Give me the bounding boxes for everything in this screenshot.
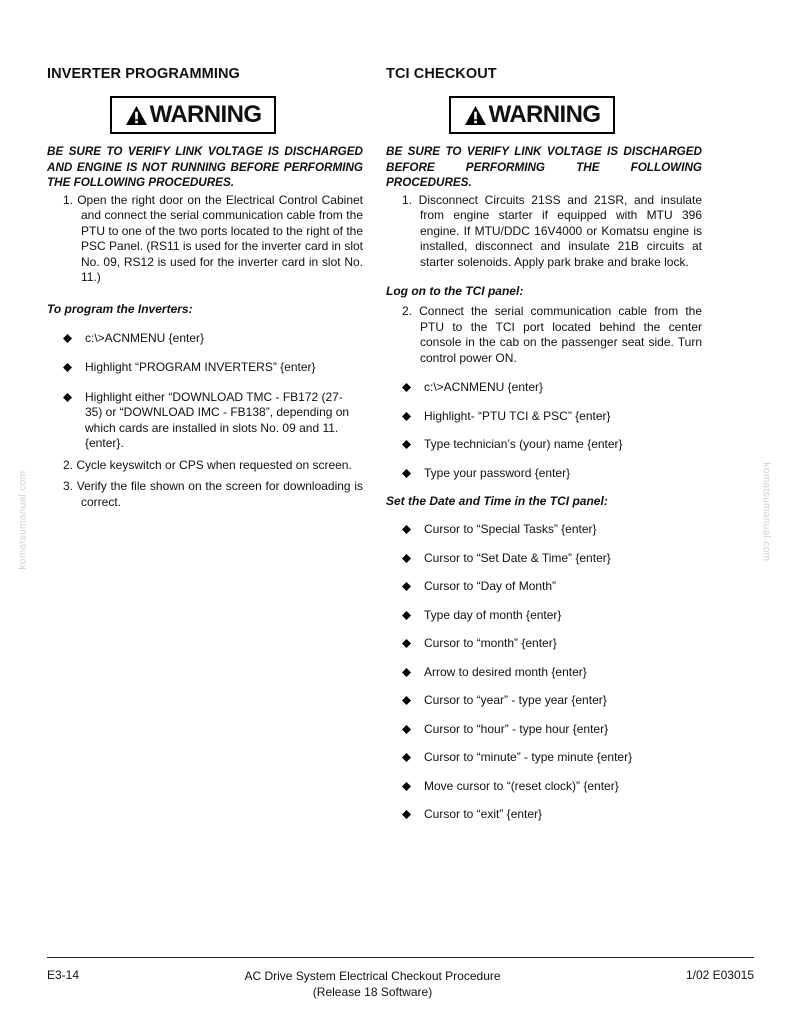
diamond-bullet-icon [63, 363, 72, 372]
diamond-bullet-icon [63, 393, 72, 402]
left-column [47, 66, 363, 510]
diamond-bullet-icon [402, 639, 411, 648]
diamond-bullet-icon [402, 696, 411, 705]
list-item: Cursor to “month” {enter} [386, 636, 702, 652]
footer-page-number: E3-14 [47, 968, 80, 982]
diamond-bullet-icon [402, 554, 411, 563]
list-item: Cursor to “year” - type year {enter} [386, 693, 702, 709]
login-steps-list [386, 380, 702, 481]
diamond-bullet-icon [402, 725, 411, 734]
list-item: Cursor to “Special Tasks” {enter} [386, 522, 702, 538]
list-item: Cursor to “exit” {enter} [386, 807, 702, 823]
step-2: 2. Cycle keyswitch or CPS when requested on screen. [63, 457, 352, 472]
watermark-left: komatsumanual.com [17, 470, 29, 570]
list-item: Type your password {enter} [386, 466, 702, 482]
list-item: Cursor to “hour” - type hour {enter} [386, 722, 702, 738]
diamond-bullet-icon [402, 525, 411, 534]
list-item: Move cursor to “(reset clock)” {enter} [386, 779, 702, 795]
list-item: c:\>ACNMENU {enter} [47, 331, 363, 347]
diamond-bullet-icon [402, 412, 411, 421]
warning-label: WARNING [488, 101, 601, 128]
list-item: Type technician’s (your) name {enter} [386, 437, 702, 453]
right-column [386, 66, 702, 823]
list-item: Cursor to “Day of Month” [386, 579, 702, 595]
warning-sign [449, 96, 615, 134]
warning-label: WARNING [149, 101, 262, 128]
subhead-set-date-time: Set the Date and Time in the TCI panel: [386, 494, 608, 508]
list-item: Type day of month {enter} [386, 608, 702, 624]
warning-text: BE SURE TO VERIFY LINK VOLTAGE IS DISCHARGED AND ENGINE IS NOT RUNNING BEFORE PERFORMING THE FOLLOWING PROCEDURES. [47, 145, 363, 189]
warning-triangle-icon [464, 105, 487, 126]
list-item: Highlight- “PTU TCI & PSC” {enter} [386, 409, 702, 425]
footer-title-line-2: (Release 18 Software) [312, 985, 433, 999]
section-heading-tci-checkout: TCI CHECKOUT [386, 66, 497, 82]
section-heading-inverter-programming: INVERTER PROGRAMMING [47, 66, 240, 82]
step-3: 3. Verify the file shown on the screen for downloading is correct. [63, 479, 363, 509]
list-item: Highlight “PROGRAM INVERTERS” {enter} [47, 360, 363, 376]
warning-triangle-icon [125, 105, 148, 126]
list-item: Cursor to “minute” - type minute {enter} [386, 750, 702, 766]
diamond-bullet-icon [63, 334, 72, 343]
footer-divider [47, 957, 754, 958]
diamond-bullet-icon [402, 668, 411, 677]
footer-date-code: 1/02 E03015 [685, 968, 754, 982]
footer-title [200, 968, 545, 1000]
list-item: c:\>ACNMENU {enter} [386, 380, 702, 396]
diamond-bullet-icon [402, 782, 411, 791]
step-1: 1. Open the right door on the Electrical Control Cabinet and connect the serial communication cable from the PTU to one of the two ports located to the right of the PSC Panel. (RS11 is used for the inverter card in slot No. 09, RS12 is used for the inverter card in slot No. 11.) [63, 192, 363, 284]
diamond-bullet-icon [402, 611, 411, 620]
step-1: 1. Disconnect Circuits 21SS and 21SR, and insulate from engine starter if equipped with MTU 396 engine. If MTU/DDC 16V4000 or Komatsu engine is installed, disconnect and insulate 21B circuits at starter solenoids. Apply park brake and brake lock. [402, 192, 702, 269]
step-2: 2. Connect the serial communication cable from the PTU to the TCI port located behind the center console in the cab on the passenger seat side. Turn control power ON. [402, 304, 702, 365]
diamond-bullet-icon [402, 469, 411, 478]
footer-title-line-1: AC Drive System Electrical Checkout Procedure [244, 969, 501, 983]
list-item: Cursor to “Set Date & Time” {enter} [386, 551, 702, 567]
diamond-bullet-icon [402, 440, 411, 449]
diamond-bullet-icon [402, 383, 411, 392]
warning-sign [110, 96, 276, 134]
list-item: Highlight either “DOWNLOAD TMC - FB172 (27-35) or “DOWNLOAD IMC - FB138”, depending on which cards are installed in slots No. 09 and 11. {enter}. [47, 390, 363, 452]
diamond-bullet-icon [402, 810, 411, 819]
subhead-log-on: Log on to the TCI panel: [386, 284, 524, 298]
diamond-bullet-icon [402, 753, 411, 762]
list-item: Arrow to desired month {enter} [386, 665, 702, 681]
diamond-bullet-icon [402, 582, 411, 591]
date-time-steps-list [386, 522, 702, 823]
warning-text: BE SURE TO VERIFY LINK VOLTAGE IS DISCHARGED BEFORE PERFORMING THE FOLLOWING PROCEDURES. [386, 145, 702, 189]
subhead-program-inverters: To program the Inverters: [47, 301, 193, 316]
watermark-right: komatsumanual.com [760, 462, 772, 562]
